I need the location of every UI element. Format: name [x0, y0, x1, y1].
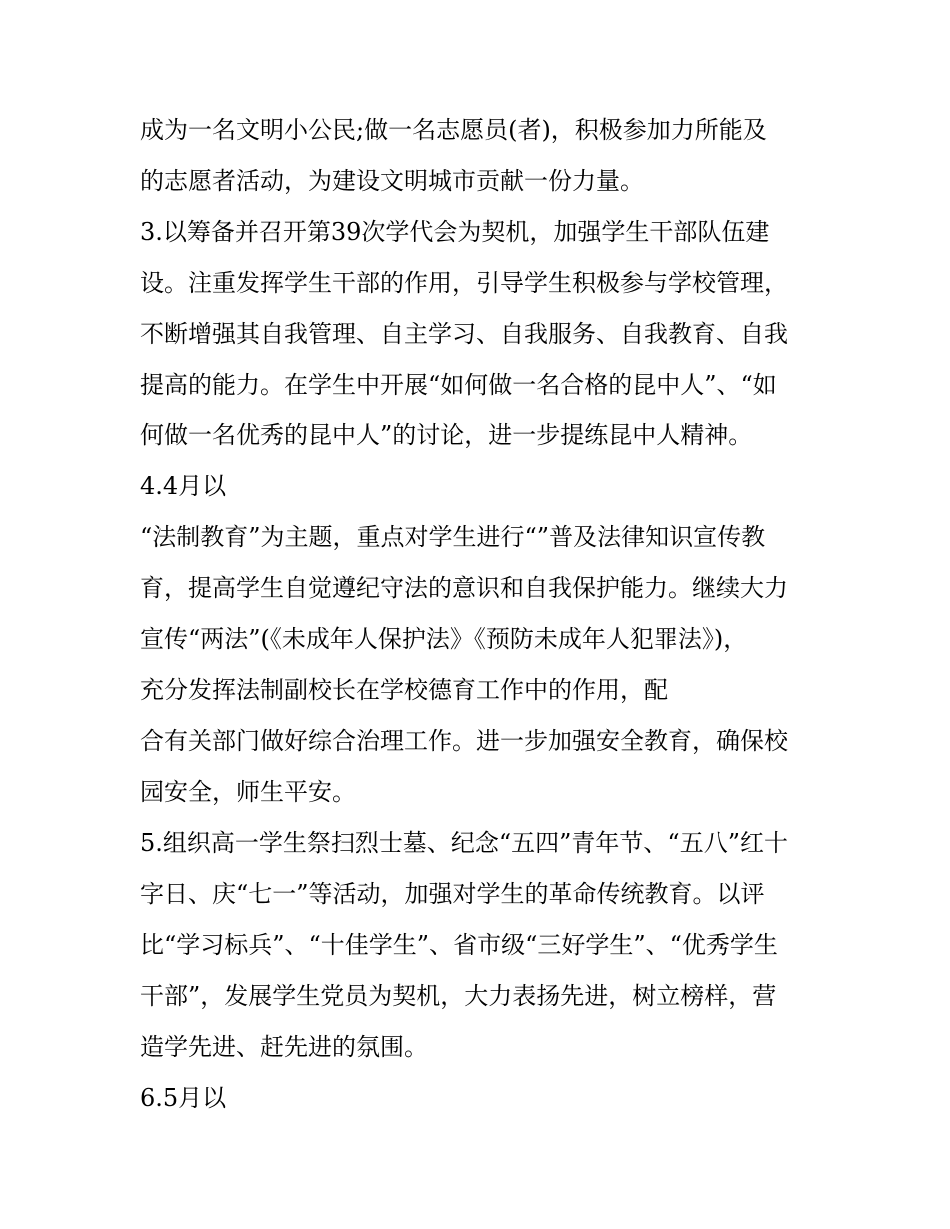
text-line-3: 3.以筹备并召开第39次学代会为契机，加强学生干部队伍建	[140, 218, 770, 246]
text-line-13: 合有关部门做好综合治理工作。进一步加强安全教育，确保校	[140, 727, 788, 755]
text-line-2: 的志愿者活动，为建设文明城市贡献一份力量。	[140, 167, 644, 195]
text-line-18: 干部”，发展学生党员为契机，大力表扬先进，树立榜样，营	[140, 982, 777, 1010]
text-line-1: 成为一名文明小公民;做一名志愿员(者)，积极参加力所能及	[140, 116, 767, 144]
text-line-11: 宣传“两法”(《未成年人保护法》《预防未成年人犯罪法》)，	[140, 625, 748, 653]
text-line-5: 不断增强其自我管理、自主学习、自我服务、自我教育、自我	[140, 320, 788, 348]
text-line-4: 设。注重发挥学生干部的作用，引导学生积极参与学校管理，	[140, 269, 788, 297]
text-line-8: 4.4月以	[140, 472, 227, 500]
text-line-19: 造学先进、赶先进的氛围。	[140, 1033, 428, 1061]
text-line-15: 5.组织高一学生祭扫烈士墓、纪念“五四”青年节、“五八”红十	[140, 829, 788, 857]
text-line-16: 字日、庆“七一”等活动，加强对学生的革命传统教育。以评	[140, 880, 765, 908]
text-line-7: 何做一名优秀的昆中人”的讨论，进一步提练昆中人精神。	[140, 421, 753, 449]
text-line-14: 园安全，师生平安。	[140, 778, 356, 806]
text-line-12: 充分发挥法制副校长在学校德育工作中的作用，配	[140, 676, 668, 704]
text-line-20: 6.5月以	[140, 1084, 227, 1112]
text-line-6: 提高的能力。在学生中开展“如何做一名合格的昆中人”、“如	[140, 371, 777, 399]
text-line-9: “法制教育”为主题，重点对学生进行“”普及法律知识宣传教	[140, 523, 766, 551]
text-line-17: 比“学习标兵”、“十佳学生”、省市级“三好学生”、“优秀学生	[140, 931, 778, 959]
text-line-10: 育，提高学生自觉遵纪守法的意识和自我保护能力。继续大力	[140, 574, 788, 602]
